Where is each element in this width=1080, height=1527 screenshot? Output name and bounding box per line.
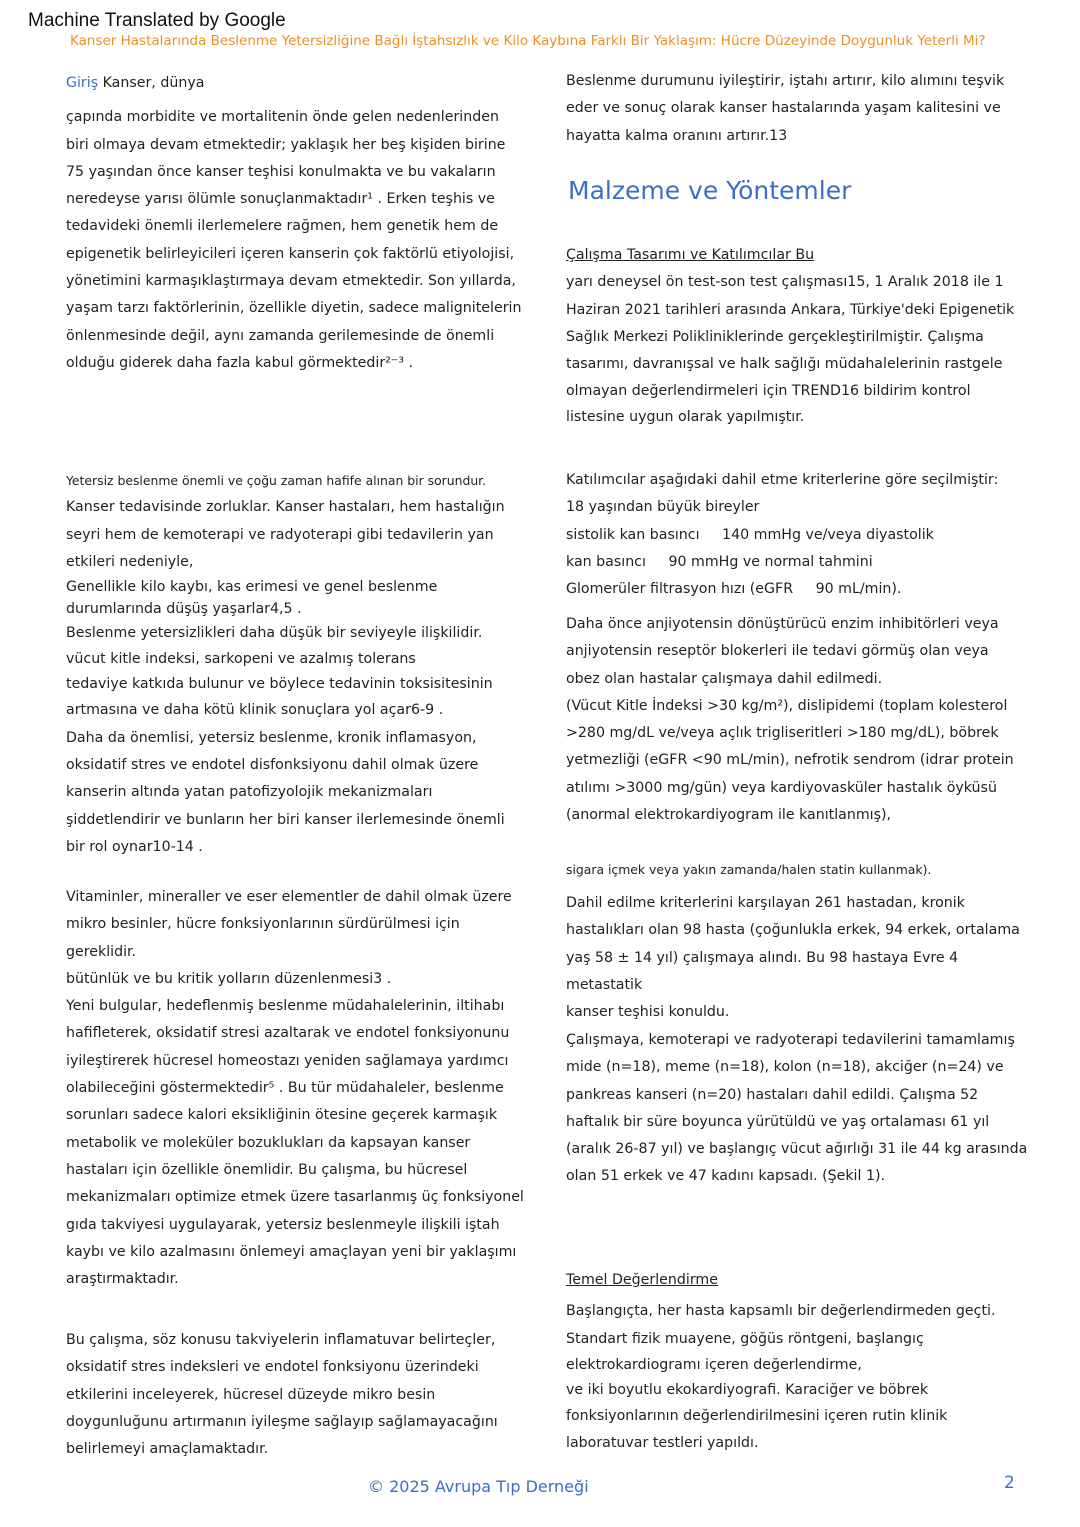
text-line: Genellikle kilo kaybı, kas erimesi ve genel beslenme [66, 579, 438, 596]
text-line: epigenetik belirleyicileri içeren kanserin çok faktörlü etiyolojisi, [66, 245, 515, 262]
text-line: yönetimini karmaşıklaştırmaya devam etmektedir. Son yıllarda, [66, 273, 516, 290]
text-line: iyileştirerek hücresel homeostazı yeniden sağlamaya yardımcı [66, 1052, 509, 1069]
text-line: araştırmaktadır. [66, 1271, 179, 1288]
text-line: olmayan değerlendirmeleri için TREND16 bildirim kontrol [566, 383, 971, 400]
text-line: kanserin altında yatan patofizyolojik mekanizmaları [66, 784, 433, 801]
text-line: Sağlık Merkezi Polikliniklerinde gerçekleştirilmiştir. Çalışma [566, 328, 984, 345]
text-line: mekanizmaları optimize etmek üzere tasarlanmış üç fonksiyonel [66, 1189, 524, 1206]
right-inclusion-paragraph [566, 467, 1036, 603]
text-line: Standart fizik muayene, göğüs röntgeni, başlangıç [566, 1330, 924, 1347]
text-line: (anormal elektrokardiyogram ile kanıtlanmış), [566, 807, 892, 824]
text-line: (aralık 26-87 yıl) ve başlangıç vücut ağırlığı 31 ile 44 kg arasında [566, 1141, 1028, 1158]
text-line: etkileri nedeniyle, [66, 553, 194, 570]
right-study-design-paragraph [566, 242, 1036, 428]
text-line: hastalıkları olan 98 hasta (çoğunlukla erkek, 94 erkek, ortalama [566, 922, 1020, 939]
copyright-footer: © 2025 Avrupa Tıp Derneği [368, 1477, 589, 1496]
text-line: Haziran 2021 tarihleri arasında Ankara, Türkiye'deki Epigenetik [566, 301, 1015, 318]
text-line: yaşam tarzı faktörlerinin, özellikle diyetin, sadece malignitelerin [66, 300, 522, 317]
text-line: mikro besinler, hücre fonksiyonlarının sürdürülmesi için gereklidir. [66, 916, 460, 960]
text-line: ve iki boyutlu ekokardiyografi. Karaciğer ve böbrek [566, 1381, 929, 1398]
text-line: Daha önce anjiyotensin dönüştürücü enzim inhibitörleri veya [566, 616, 999, 632]
text-line: Yeni bulgular, hedeflenmiş beslenme müdahalelerinin, iltihabı [66, 998, 505, 1015]
text-line: kanser teşhisi konuldu. [566, 1004, 730, 1021]
text-line: oksidatif stres indeksleri ve endotel fonksiyonu üzerindeki [66, 1359, 479, 1376]
text-line: biri olmaya devam etmektedir; yaklaşık her beş kişiden birine [66, 136, 506, 153]
text-line: hastaları için özellikle önemlidir. Bu çalışma, bu hücresel [66, 1161, 468, 1178]
text-line: doygunluğunu artırmanın iyileşme sağlayıp sağlamayacağını [66, 1413, 498, 1430]
text-line: elektrokardiogramı içeren değerlendirme, [566, 1356, 862, 1373]
text-line: belirlemeyi amaçlamaktadır. [66, 1441, 269, 1458]
text-line: neredeyse yarısı ölümle sonuçlanmaktadır¹ . Erken teşhis ve [66, 191, 495, 208]
text-line: etkilerini inceleyerek, hücresel düzeyde mikro besin [66, 1386, 436, 1403]
text-line: Daha da önemlisi, yetersiz beslenme, kronik inflamasyon, [66, 729, 477, 746]
text-line: tasarımı, davranışsal ve halk sağlığı müdahalelerinin rastgele [566, 356, 1003, 373]
text-line: Bu çalışma, söz konusu takviyelerin inflamatuvar belirteçler, [66, 1332, 496, 1348]
text-line: eder ve sonuç olarak kanser hastalarında yaşam kalitesini ve [566, 100, 1001, 117]
text-line: artmasına ve daha kötü klinik sonuçlara yol açar6-9 . [66, 702, 444, 719]
text-line: olduğu giderek daha fazla kabul görmektedir²⁻³ . [66, 354, 414, 371]
text-line: olan 51 erkek ve 47 kadını kapsadı. (Şekil 1). [566, 1168, 886, 1185]
text-line: Vitaminler, mineraller ve eser elementler de dahil olmak üzere [66, 889, 512, 905]
text-line: sigara içmek veya yakın zamanda/halen statin kullanmak). [566, 862, 932, 878]
text-line: Yetersiz beslenme önemli ve çoğu zaman hafife alınan bir sorundur. [66, 473, 487, 488]
text-line: yetmezliği (eGFR <90 mL/min), nefrotik sendrom (idrar protein [566, 752, 1014, 769]
text-line: sistolik kan basıncı 140 mmHg ve/veya diyastolik [566, 526, 934, 543]
text-line: seyri hem de kemoterapi ve radyoterapi gibi tedavilerin yan [66, 526, 494, 543]
text-line: bir rol oynar10-14 . [66, 838, 203, 855]
text-line: haftalık bir süre boyunca yürütüldü ve yaş ortalaması 61 yıl [566, 1113, 990, 1130]
text-line: Glomerüler filtrasyon hızı (eGFR 90 mL/min). [566, 581, 902, 598]
text-line: kan basıncı 90 mmHg ve normal tahmini [566, 553, 873, 570]
left-malnutrition-paragraph [66, 467, 531, 861]
text-line: gıda takviyesi uygulayarak, yetersiz beslenmeyle ilişkili iştah [66, 1216, 500, 1233]
subheading-baseline: Temel Değerlendirme [566, 1272, 718, 1288]
machine-translated-label: Machine Translated by Google [28, 10, 286, 31]
text-line: Kanser tedavisinde zorluklar. Kanser hastaları, hem hastalığın [66, 499, 505, 516]
text-line: bütünlük ve bu kritik yolların düzenlenmesi3 . [66, 970, 392, 987]
text-line: kaybı ve kilo azalmasını önlemeyi amaçlayan yeni bir yaklaşımı [66, 1243, 517, 1260]
text-line: >280 mg/dL ve/veya açlık trigliseritleri >180 mg/dL), böbrek [566, 725, 999, 742]
right-patients-paragraph [566, 890, 1036, 1026]
right-cohort-paragraph [566, 1027, 1036, 1191]
text-line: şiddetlendirir ve bunların her biri kanser ilerlemesinde önemli [66, 811, 505, 828]
text-line: atılımı >3000 mg/gün) veya kardiyovasküler hastalık öyküsü [566, 779, 997, 796]
text-line: hayatta kalma oranını artırır.13 [566, 127, 788, 144]
text-line: hafifleterek, oksidatif stresi azaltarak ve endotel fonksiyonunu [66, 1025, 510, 1042]
text-line: listesine uygun olarak yapılmıştır. [566, 408, 805, 425]
text-line: yaş 58 ± 14 yıl) çalışmaya alındı. Bu 98 hastaya Evre 4 metastatik [566, 949, 959, 993]
page-number: 2 [1004, 1473, 1015, 1493]
text-line: Dahil edilme kriterlerini karşılayan 261 hastadan, kronik [566, 895, 965, 911]
text-line: Çalışmaya, kemoterapi ve radyoterapi tedavilerini tamamlamış [566, 1032, 1015, 1048]
text-line: obez olan hastalar çalışmaya dahil edilmedi. [566, 670, 883, 687]
running-title: Kanser Hastalarında Beslenme Yetersizliğine Bağlı İştahsızlık ve Kilo Kaybına Farklı Bir Yaklaşım: Hücre Düzeyinde Doygunluk Yeterli Mi? [70, 33, 986, 49]
text-line: yarı deneysel ön test-son test çalışması15, 1 Aralık 2018 ile 1 [566, 274, 1004, 291]
text-line: oksidatif stres ve endotel disfonksiyonu dahil olmak üzere [66, 757, 479, 774]
text-line: anjiyotensin reseptör blokerleri ile tedavi görmüş olan veya [566, 643, 989, 660]
text-line: Beslenme durumunu iyileştirir, iştahı artırır, kilo alımını teşvik [566, 73, 1005, 89]
section-heading: Malzeme ve Yöntemler [568, 176, 852, 205]
text-line: laboratuvar testleri yapıldı. [566, 1435, 759, 1452]
left-micronutrient-paragraph [66, 884, 531, 1293]
text-line: Beslenme yetersizlikleri daha düşük bir seviyeyle ilişkilidir. [66, 625, 483, 642]
text-line: pankreas kanseri (n=20) hastaları dahil edildi. Çalışma 52 [566, 1086, 979, 1103]
text-line: fonksiyonlarının değerlendirilmesini içeren rutin klinik [566, 1407, 948, 1424]
text-line: vücut kitle indeksi, sarkopeni ve azalmış tolerans [66, 651, 416, 668]
text-line: 75 yaşından önce kanser teşhisi konulmakta ve bu vakaların [66, 163, 496, 180]
text-line: Katılımcılar aşağıdaki dahil etme kriterlerine göre seçilmiştir: [566, 472, 999, 488]
text-line: tedaviye katkıda bulunur ve böylece tedavinin toksisitesinin [66, 676, 493, 693]
text-line: önlenmesinde değil, aynı zamanda gerilemesinde de önemli [66, 327, 495, 344]
subheading-study-design: Çalışma Tasarımı ve Katılımcılar Bu [566, 247, 815, 263]
right-baseline-paragraph [566, 1267, 1036, 1457]
right-exclusion-paragraph [566, 611, 1036, 884]
text-line: mide (n=18), meme (n=18), kolon (n=18), akciğer (n=24) ve [566, 1059, 1004, 1076]
text-line: olabileceğini göstermektedir⁵ . Bu tür müdahaleler, beslenme [66, 1080, 504, 1097]
text-line: metabolik ve moleküler bozuklukları da kapsayan kanser [66, 1134, 471, 1151]
text-line: sorunları sadece kalori eksikliğinin ötesine geçerek karmaşık [66, 1107, 498, 1124]
text-line: durumlarında düşüş yaşarlar4,5 . [66, 601, 302, 618]
text-line: çapında morbidite ve mortalitenin önde gelen nedenlerinden [66, 109, 499, 126]
text-line: tedavideki önemli ilerlemelere rağmen, hem genetik hem de [66, 218, 499, 235]
left-intro-paragraph [66, 70, 531, 377]
text-line: (Vücut Kitle İndeksi >30 kg/m²), dislipidemi (toplam kolesterol [566, 697, 1008, 714]
text-line: 18 yaşından büyük bireyler [566, 499, 760, 516]
intro-label: Giriş [66, 75, 99, 91]
left-aim-paragraph [66, 1327, 531, 1463]
right-outcome-paragraph [566, 68, 1036, 150]
intro-first-line: Kanser, dünya [98, 75, 205, 91]
text-line: Başlangıçta, her hasta kapsamlı bir değerlendirmeden geçti. [566, 1303, 996, 1320]
